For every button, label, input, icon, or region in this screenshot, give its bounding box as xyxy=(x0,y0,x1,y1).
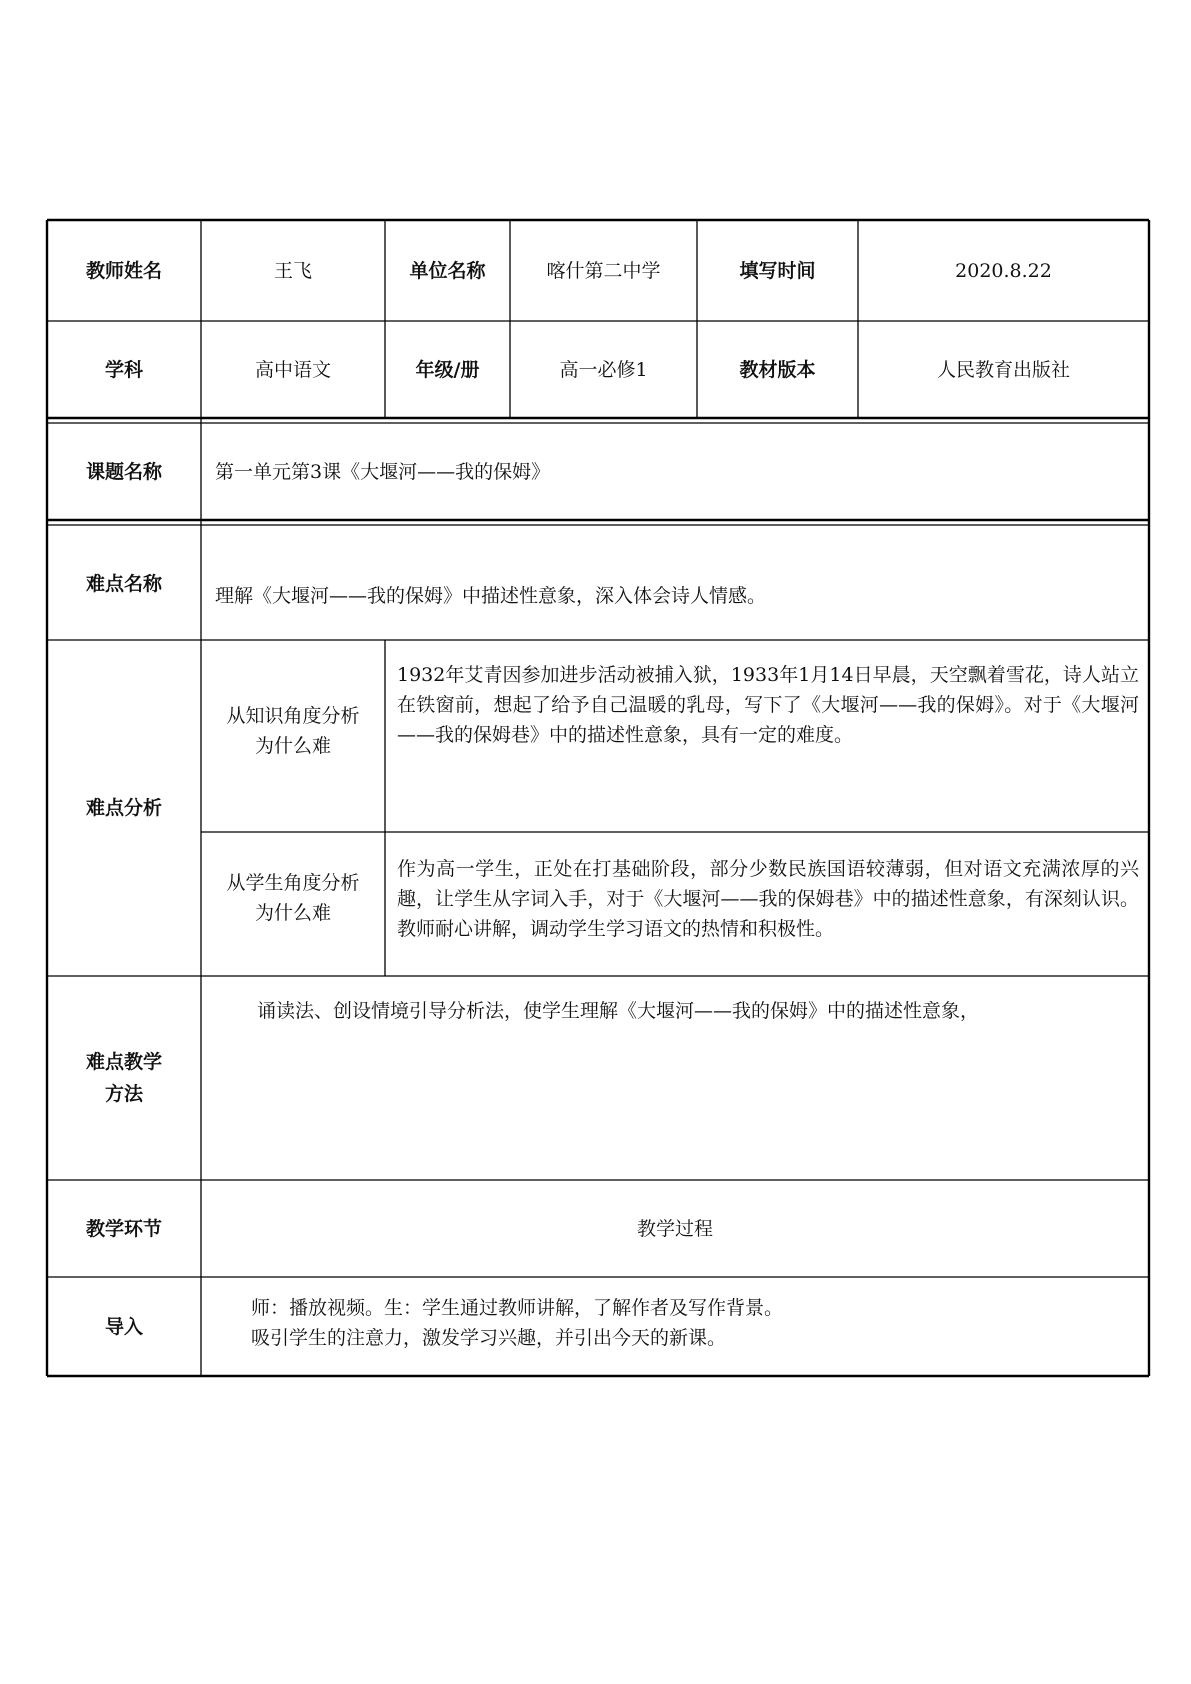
teaching-method-label: 难点教学方法 xyxy=(85,1051,162,1105)
fill-date-value: 2020.8.22 xyxy=(955,259,1052,282)
intro-line-1: 师：播放视频。生：学生通过教师讲解，了解作者及写作背景。 xyxy=(251,1297,784,1319)
subject-value: 高中语文 xyxy=(254,358,331,381)
edition-label: 教材版本 xyxy=(739,358,816,381)
difficulty-label: 难点名称 xyxy=(85,573,162,595)
intro-line-2: 吸引学生的注意力，激发学习兴趣，并引出今天的新课。 xyxy=(251,1327,727,1349)
student-angle-text: 作为高一学生，正处在打基础阶段，部分少数民族国语较薄弱，但对语文充满浓厚的兴趣，让学生从字词入手，对于《大堰河——我的保姆巷》中的描述性意象，有深刻认识。教师耐心讲解，调动学生学习语文的热情和积极性。 xyxy=(397,858,1139,940)
difficulty-value: 理解《大堰河——我的保姆》中描述性意象，深入体会诗人情感。 xyxy=(215,585,767,607)
subject-label: 学科 xyxy=(104,358,143,381)
knowledge-angle-label: 从知识角度分析为什么难 xyxy=(226,705,360,757)
grade-value: 高一必修1 xyxy=(559,358,648,381)
unit-name-value: 喀什第二中学 xyxy=(546,259,661,282)
student-angle-label: 从学生角度分析为什么难 xyxy=(226,872,360,924)
edition-value: 人民教育出版社 xyxy=(936,358,1070,381)
teacher-name-label: 教师姓名 xyxy=(85,259,162,282)
unit-name-label: 单位名称 xyxy=(409,259,486,282)
intro-content xyxy=(201,1277,1149,1376)
topic-value: 第一单元第3课《大堰河——我的保姆》 xyxy=(215,461,551,483)
teaching-stage-label: 教学环节 xyxy=(85,1217,162,1240)
grade-label: 年级/册 xyxy=(415,358,480,381)
analysis-label: 难点分析 xyxy=(85,797,162,819)
teacher-name-value: 王飞 xyxy=(273,259,312,282)
topic-label: 课题名称 xyxy=(85,460,162,483)
fill-date-label: 填写时间 xyxy=(739,259,816,282)
intro-label: 导入 xyxy=(104,1315,143,1338)
knowledge-angle-text: 1932年艾青因参加进步活动被捕入狱，1933年1月14日早晨，天空飘着雪花，诗人站立在铁窗前，想起了给予自己温暖的乳母，写下了《大堰河——我的保姆》。对于《大堰河——我的保姆巷》中的描述性意象，具有一定的难度。 xyxy=(397,664,1139,746)
teaching-process-label: 教学过程 xyxy=(636,1217,713,1240)
teaching-method-value: 诵读法、创设情境引导分析法，使学生理解《大堰河——我的保姆》中的描述性意象， xyxy=(257,1000,980,1022)
